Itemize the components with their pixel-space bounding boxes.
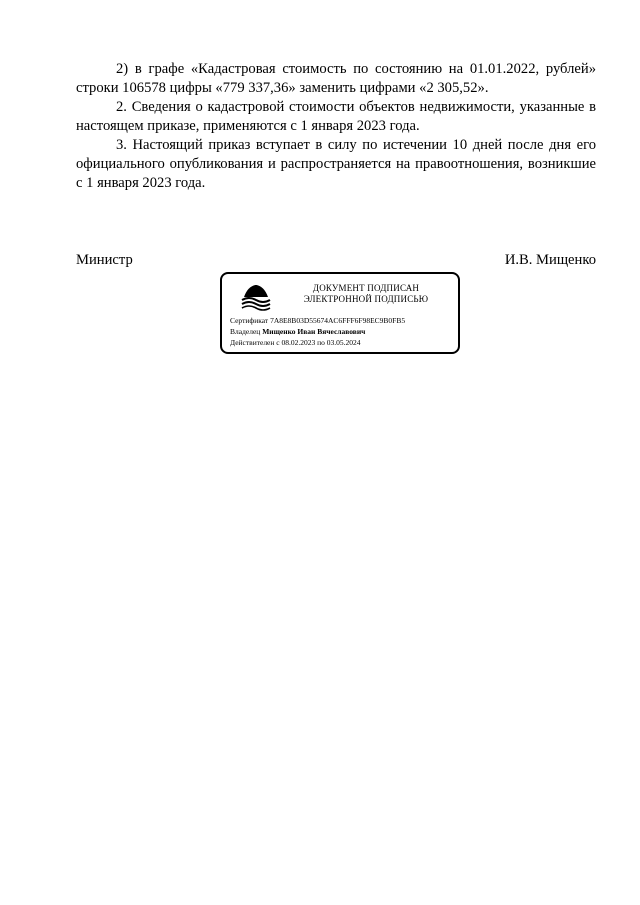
paragraph-amendment: 2) в графе «Кадастровая стоимость по состоянию на 01.01.2022, рублей» строки 106578 цифры «779 337,36» заменить цифрами «2 305,52». (76, 61, 596, 96)
valid-to-prefix: по (317, 338, 325, 347)
certificate-value: 7A8E8B03D55674AC6FFF6F98EC9B0FB5 (270, 316, 406, 325)
stamp-heading (280, 283, 452, 305)
paragraph-3: 3. Настоящий приказ вступает в силу по истечении 10 дней после дня его официального опубликования и распространяется на правоотношения, возникшие с 1 января 2023 года. (76, 137, 596, 191)
validity-line (230, 338, 454, 348)
paragraph-2: 2. Сведения о кадастровой стоимости объектов недвижимости, указанные в настоящем приказе, применяются с 1 января 2023 года. (76, 99, 596, 134)
owner-line (230, 327, 454, 337)
electronic-signature-stamp (220, 272, 460, 354)
owner-label: Владелец (230, 327, 261, 336)
valid-to: 03.05.2024 (326, 338, 361, 347)
coat-of-arms-icon (238, 281, 274, 313)
document-body (76, 60, 596, 193)
signer-position: Министр (76, 252, 133, 268)
valid-from-prefix: с (276, 338, 280, 347)
certificate-line (230, 316, 454, 326)
signer-name: И.В. Мищенко (504, 252, 596, 268)
stamp-heading-line1: ДОКУМЕНТ ПОДПИСАН (312, 283, 420, 293)
certificate-label: Сертификат (230, 316, 269, 325)
stamp-heading-line2: ЭЛЕКТРОННОЙ ПОДПИСЬЮ (303, 294, 429, 304)
valid-from: 08.02.2023 (281, 338, 316, 347)
owner-value: Мищенко Иван Вячеславович (262, 327, 366, 336)
validity-label: Действителен (230, 338, 275, 347)
